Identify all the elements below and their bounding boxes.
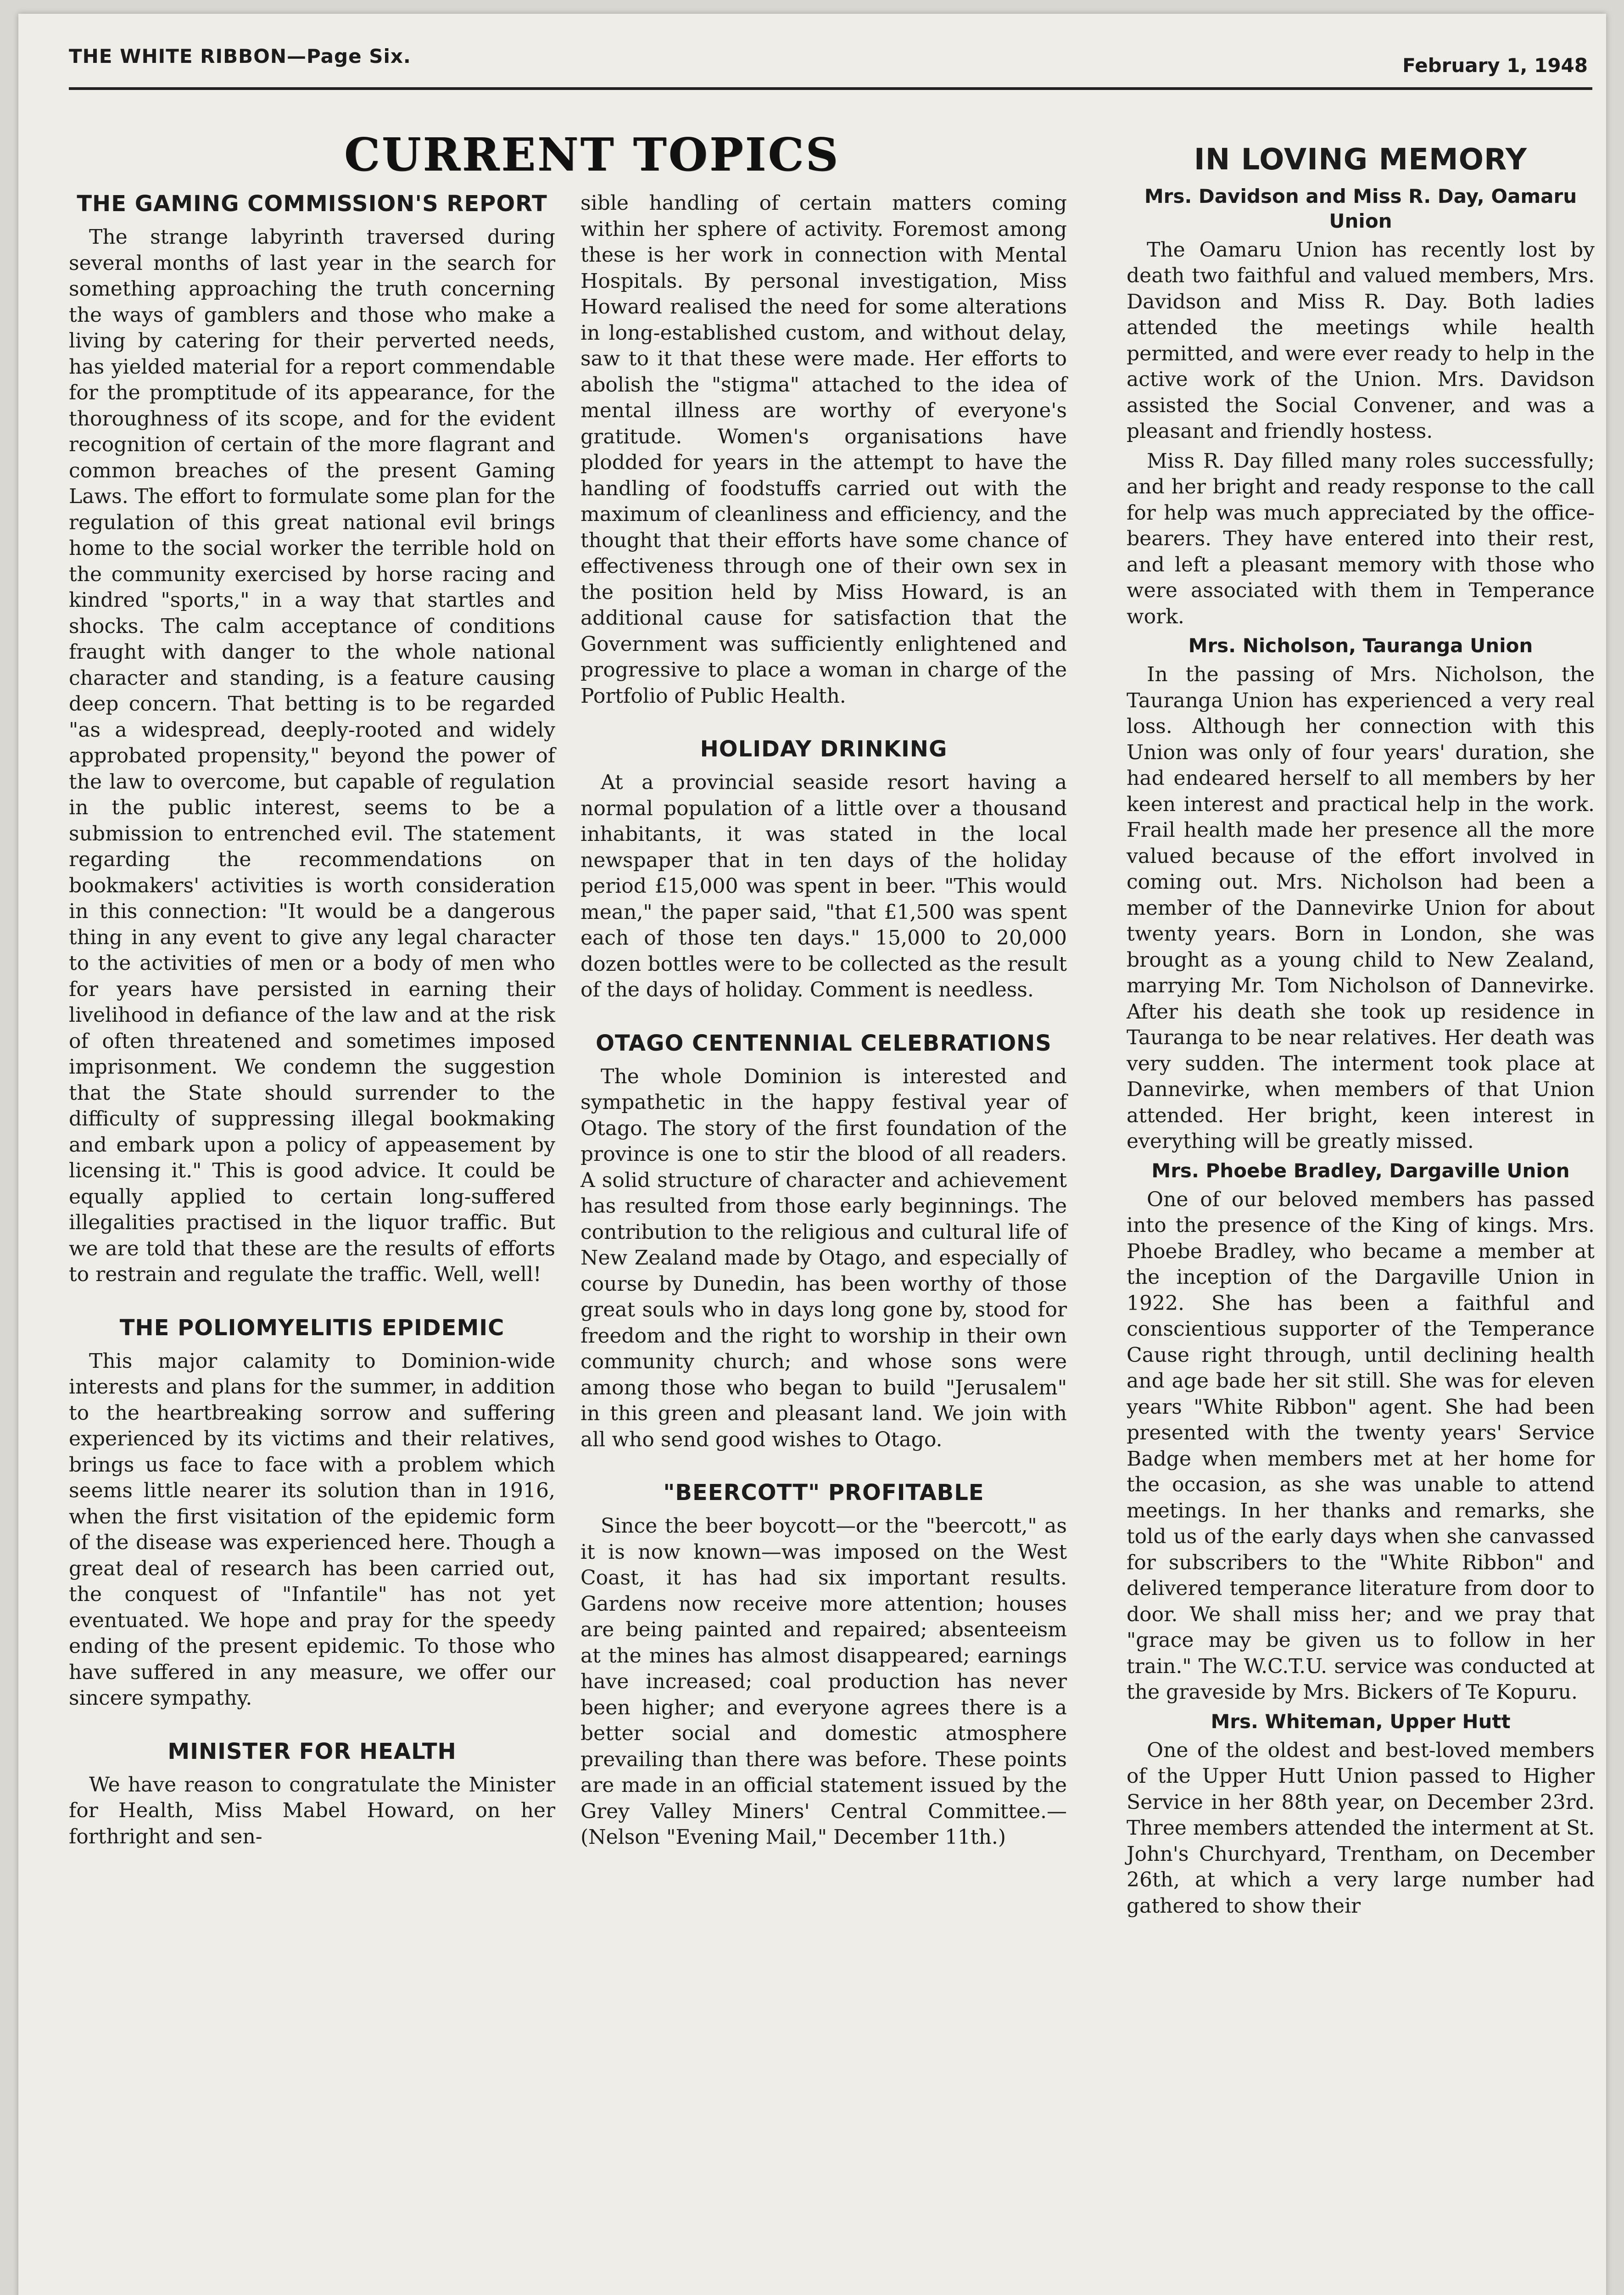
obituary-paragraph: Miss R. Day filled many roles successfully; and her bright and ready response to the call for help was much appreciated by the office-bearers. They have entered into their rest, and left a pleasant memory with those who were associated with them in Temperance work.	[1127, 449, 1595, 628]
article-paragraph: This major calamity to Dominion-wide interests and plans for the summer, in addition to the heartbreaking sorrow and suffering experienced by its victims and their relatives, brings us face to face with a problem which seems little nearer its solution than in 1916, when the first visitation of the epidemic form of the disease was experienced here. Though a great deal of research has been carried out, the conquest of "Infantile" has not yet eventuated. We hope and pray for the speedy ending of the present epidemic. To those who have suffered in any measure, we offer our sincere sympathy.	[69, 1349, 555, 1710]
column-3	[1127, 110, 1595, 1923]
obituary-heading: Mrs. Nicholson, Tauranga Union	[1188, 634, 1533, 657]
article-heading: "BEERCOTT" PROFITABLE	[663, 1480, 984, 1506]
obituary-heading: Mrs. Whiteman, Upper Hutt	[1211, 1710, 1511, 1733]
newspaper-page	[18, 14, 1606, 2295]
issue-date: February 1, 1948	[1402, 54, 1588, 77]
column-2-body	[580, 190, 1067, 1851]
article-heading: THE POLIOMYELITIS EPIDEMIC	[119, 1315, 505, 1341]
publication-line: THE WHITE RIBBON—Page Six.	[69, 45, 411, 67]
obituary-heading: Mrs. Phoebe Bradley, Dargaville Union	[1151, 1159, 1570, 1182]
article-paragraph: The strange labyrinth traversed during several months of last year in the search for something approaching the truth concerning the ways of gamblers and those who make a living by catering for their perverted needs, has yielded material for a report commendable for the promptitude of its appearance, for the thoroughness of its scope, and for the evident recognition of certain of the more flagrant and common breaches of the present Gaming Laws. The effort to formulate some plan for the regulation of this great national evil brings home to the social worker the terrible hold on the community exercised by horse racing and kindred "sports," in a way that startles and shocks. The calm acceptance of conditions fraught with danger to the whole national character and standing, is a feature causing deep concern. That betting is to be regarded "as a widespread, deeply-rooted and widely approbated propensity," beyond the power of the law to overcome, but capable of regulation in the public interest, seems to be a submission to entrenched evil. The statement regarding the recommendations on bookmakers' activities is worth consideration in this connection: "It would be a dangerous thing in any event to give any legal character to the activities of men or a body of men who for years have persisted in earning their livelihood in defiance of the law and at the risk of often threatened and sometimes imposed imprisonment. We condemn the suggestion that the State should surrender to the difficulty of suppressing illegal bookmaking and embark upon a policy of appeasement by licensing it." This is good advice. It could be equally applied to certain long-suffered illegalities practised in the liquor traffic. But we are told that these are the results of efforts to restrain and regulate the traffic. Well, well!	[69, 225, 555, 1286]
column-1	[69, 110, 555, 1853]
obituary-paragraph: One of our beloved members has passed into the presence of the King of kings. Mrs. Phoebe Bradley, who became a member at the inception of the Dargaville Union in 1922. She has been a faithful and conscientious supporter of the Temperance Cause right through, until declining health and age bade her sit still. She was for eleven years "White Ribbon" agent. She had been presented with the twenty years' Service Badge when members met at her home for the occasion, as she was unable to attend meetings. In her thanks and remarks, she told us of the early days when she canvassed for subscribers to the "White Ribbon" and delivered temperance literature from door to door. We shall miss her; and we pray that "grace may be given us to follow in her train." The W.C.T.U. service was conducted at the graveside by Mrs. Bickers of Te Kopuru.	[1127, 1187, 1595, 1704]
header-rule	[69, 87, 1592, 90]
article-paragraph: We have reason to congratulate the Minister for Health, Miss Mabel Howard, on her forthright and sen-	[69, 1773, 555, 1848]
article-heading: OTAGO CENTENNIAL CELEBRATIONS	[596, 1030, 1052, 1056]
column-2	[580, 110, 1067, 1854]
section-title: CURRENT TOPICS	[344, 129, 840, 181]
article-paragraph: At a provincial seaside resort having a normal population of a little over a thousand inhabitants, it was stated in the local newspaper that in ten days of the holiday period £15,000 was spent in beer. "This would mean," the paper said, "that £1,500 was spent each of those ten days." 15,000 to 20,000 dozen bottles were to be collected as the result of the days of holiday. Comment is needless.	[580, 771, 1067, 1002]
obituary-heading: Mrs. Davidson and Miss R. Day, Oamaru Union	[1144, 185, 1577, 232]
page-header	[69, 36, 1588, 77]
obituary-paragraph: In the passing of Mrs. Nicholson, the Tauranga Union has experienced a very real loss. Although her connection with this Union was only of four years' duration, she had endeared herself to all members by her keen interest and practical help in the work. Frail health made her presence all the more valued because of the effort involved in coming out. Mrs. Nicholson had been a member of the Dannevirke Union for about twenty years. Born in London, she was brought as a young child to New Zealand, marrying Mr. Tom Nicholson of Dannevirke. After his death she took up residence in Tauranga to be near relatives. Her death was very sudden. The interment took place at Dannevirke, when members of that Union attended. Her bright, keen interest in everything will be greatly missed.	[1127, 663, 1595, 1153]
article-paragraph: sible handling of certain matters coming within her sphere of activity. Foremost among these is her work in connection with Mental Hospitals. By personal investigation, Miss Howard realised the need for some alterations in long-established custom, and without delay, saw to it that these were made. Her efforts to abolish the "stigma" attached to the idea of mental illness are worthy of everyone's gratitude. Women's organisations have plodded for years in the attempt to have the handling of foodstuffs carried out with the maximum of cleanliness and efficiency, and the thought that their efforts have some chance of effectiveness through one of their own sex in the position held by Miss Howard, is an additional cause for satisfaction that the Government was sufficiently enlightened and progressive to place a woman in charge of the Portfolio of Public Health.	[580, 191, 1067, 708]
memory-section-title: IN LOVING MEMORY	[1194, 143, 1528, 177]
obituary-paragraph: The Oamaru Union has recently lost by death two faithful and valued members, Mrs. Davidson and Miss R. Day. Both ladies attended the meetings while health permitted, and were ever ready to help in the active work of the Union. Mrs. Davidson assisted the Social Convener, and was a pleasant and friendly hostess.	[1127, 238, 1595, 443]
article-heading: MINISTER FOR HEALTH	[167, 1738, 457, 1764]
obituary-paragraph: One of the oldest and best-loved members of the Upper Hutt Union passed to Higher Service in her 88th year, on December 23rd. Three members attended the interment at St. John's Churchyard, Trentham, on December 26th, at which a very large number had gathered to show their	[1127, 1738, 1595, 1918]
article-heading: THE GAMING COMMISSION'S REPORT	[77, 191, 547, 217]
article-paragraph: The whole Dominion is interested and sympathetic in the happy festival year of Otago. The story of the first foundation of the province is one to stir the blood of all readers. A solid structure of character and achievement has resulted from those early beginnings. The contribution to the religious and cultural life of New Zealand made by Otago, and especially of course by Dunedin, has been worthy of those great souls who in days long gone by, stood for freedom and the right to worship in their own community church; and whose sons were among those who began to build "Jerusalem" in this green and pleasant land. We join with all who send good wishes to Otago.	[580, 1064, 1067, 1451]
article-heading: HOLIDAY DRINKING	[700, 736, 948, 762]
article-paragraph: Since the beer boycott—or the "beercott," as it is now known—was imposed on the West Coast, it has had six important results. Gardens now receive more attention; houses are being painted and repaired; absenteeism at the mines has almost disappeared; earnings have increased; coal production has never been higher; and everyone agrees there is a better social and domestic atmosphere prevailing than there was before. These points are made in an official statement issued by the Grey Valley Miners' Central Committee.—(Nelson "Evening Mail," December 11th.)	[580, 1514, 1067, 1849]
column-1-body	[69, 190, 555, 1850]
